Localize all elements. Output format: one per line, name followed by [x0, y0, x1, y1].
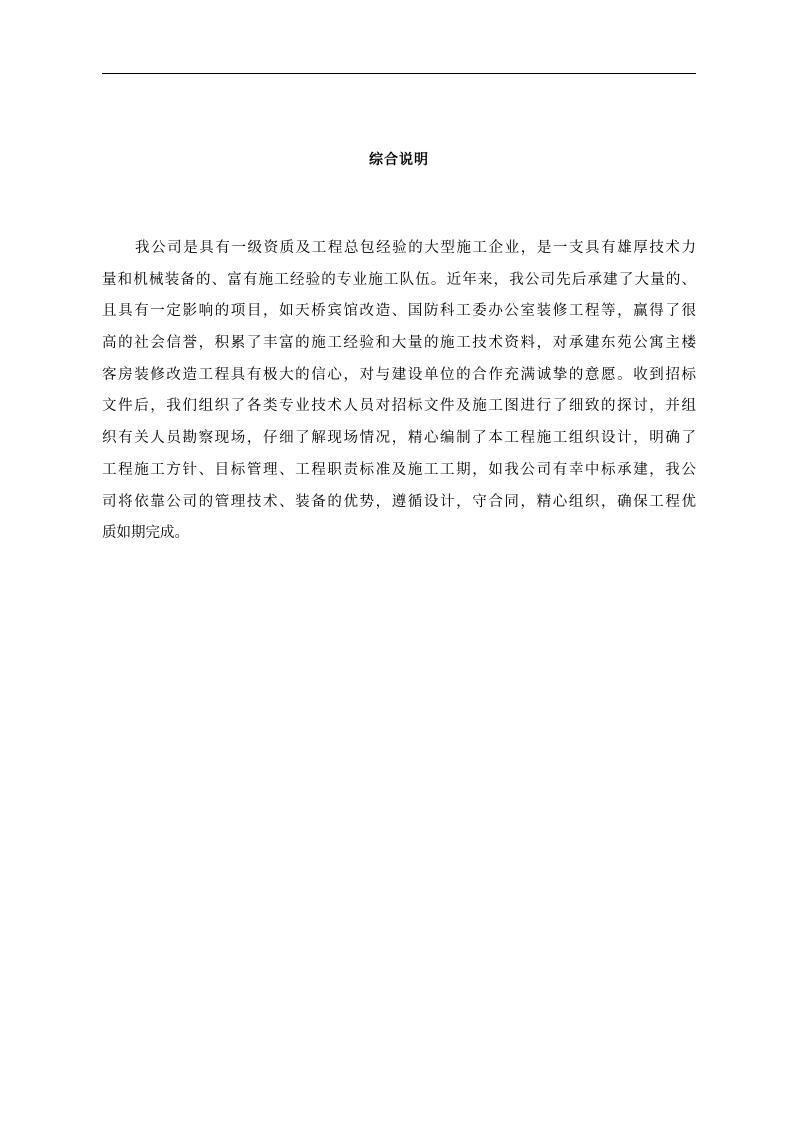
paragraph-line: 客房装修改造工程具有极大的信心，对与建设单位的合作充满诚挚的意愿。收到招标: [102, 366, 696, 383]
paragraph-line: 高的社会信誉，积累了丰富的施工经验和大量的施工技术资料，对承建东苑公寓主楼: [102, 335, 696, 352]
paragraph-line: 质如期完成。: [102, 525, 189, 542]
paragraph-line: 工程施工方针、目标管理、工程职责标准及施工工期，如我公司有幸中标承建，我公: [102, 461, 696, 478]
document-body-paragraph: [102, 233, 696, 550]
paragraph-line: 我公司是具有一级资质及工程总包经验的大型施工企业，是一支具有雄厚技术力: [135, 240, 696, 256]
header-rule: [102, 73, 696, 74]
document-title: 综合说明: [369, 152, 429, 168]
paragraph-line: 司将依靠公司的管理技术、装备的优势，遵循设计，守合同，精心组织，确保工程优: [102, 493, 696, 510]
paragraph-line: 织有关人员勘察现场，仔细了解现场情况，精心编制了本工程施工组织设计，明确了: [102, 430, 696, 447]
paragraph-line: 且具有一定影响的项目，如天桥宾馆改造、国防科工委办公室装修工程等，赢得了很: [102, 303, 696, 320]
paragraph-line: 文件后，我们组织了各类专业技术人员对招标文件及施工图进行了细致的探讨，并组: [102, 398, 696, 415]
paragraph-line: 量和机械装备的、富有施工经验的专业施工队伍。近年来，我公司先后承建了大量的、: [102, 271, 696, 288]
